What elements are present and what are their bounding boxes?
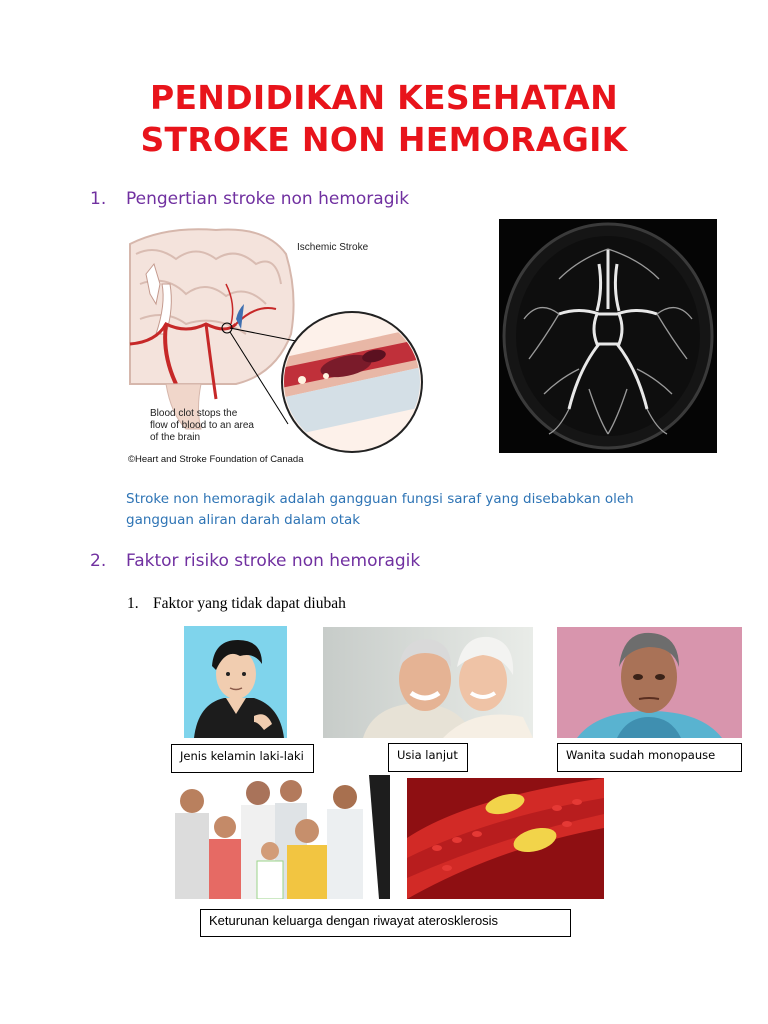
copyright-text: ©Heart and Stroke Foundation of Canada xyxy=(128,454,304,465)
definition-line-1: Stroke non hemoragik adalah gangguan fungsi saraf yang disebabkan oleh xyxy=(126,491,634,507)
sub-item-number: 1. xyxy=(127,595,139,612)
sub-item-unchangeable-factors xyxy=(127,595,346,613)
section-2-title: Faktor risiko stroke non hemoragik xyxy=(126,551,421,571)
definition-line-2: gangguan aliran darah dalam otak xyxy=(126,512,361,528)
ischemic-stroke-label: Ischemic Stroke xyxy=(297,242,369,253)
sub-item-label: Faktor yang tidak dapat diubah xyxy=(153,595,346,612)
caption-menopause: Wanita sudah monopause xyxy=(557,743,742,772)
clot-text-line-3: of the brain xyxy=(150,432,201,443)
section-2-heading xyxy=(90,551,420,571)
section-1-number: 1. xyxy=(90,189,107,209)
brain-angiogram-image xyxy=(499,219,717,453)
ischemic-brain-illustration xyxy=(126,224,442,468)
page-title-line-2: STROKE NON HEMORAGIK xyxy=(140,120,628,159)
page-title-line-1: PENDIDIKAN KESEHATAN xyxy=(149,78,619,117)
caption-gender: Jenis kelamin laki-laki xyxy=(171,744,314,773)
elderly-couple-image xyxy=(323,627,533,738)
definition-paragraph xyxy=(126,489,634,531)
section-2-number: 2. xyxy=(90,551,107,571)
caption-heredity: Keturunan keluarga dengan riwayat aterosklerosis xyxy=(200,909,571,937)
caption-age: Usia lanjut xyxy=(388,743,468,772)
clot-text-line-1: Blood clot stops the xyxy=(150,408,238,419)
elderly-woman-image xyxy=(557,627,742,738)
section-1-heading xyxy=(90,189,409,209)
clot-text-line-2: flow of blood to an area xyxy=(150,420,254,431)
section-1-title: Pengertian stroke non hemoragik xyxy=(126,189,410,209)
artery-plaque-image xyxy=(407,778,604,899)
cartoon-man-image xyxy=(184,626,287,738)
family-photo-image xyxy=(157,775,390,899)
